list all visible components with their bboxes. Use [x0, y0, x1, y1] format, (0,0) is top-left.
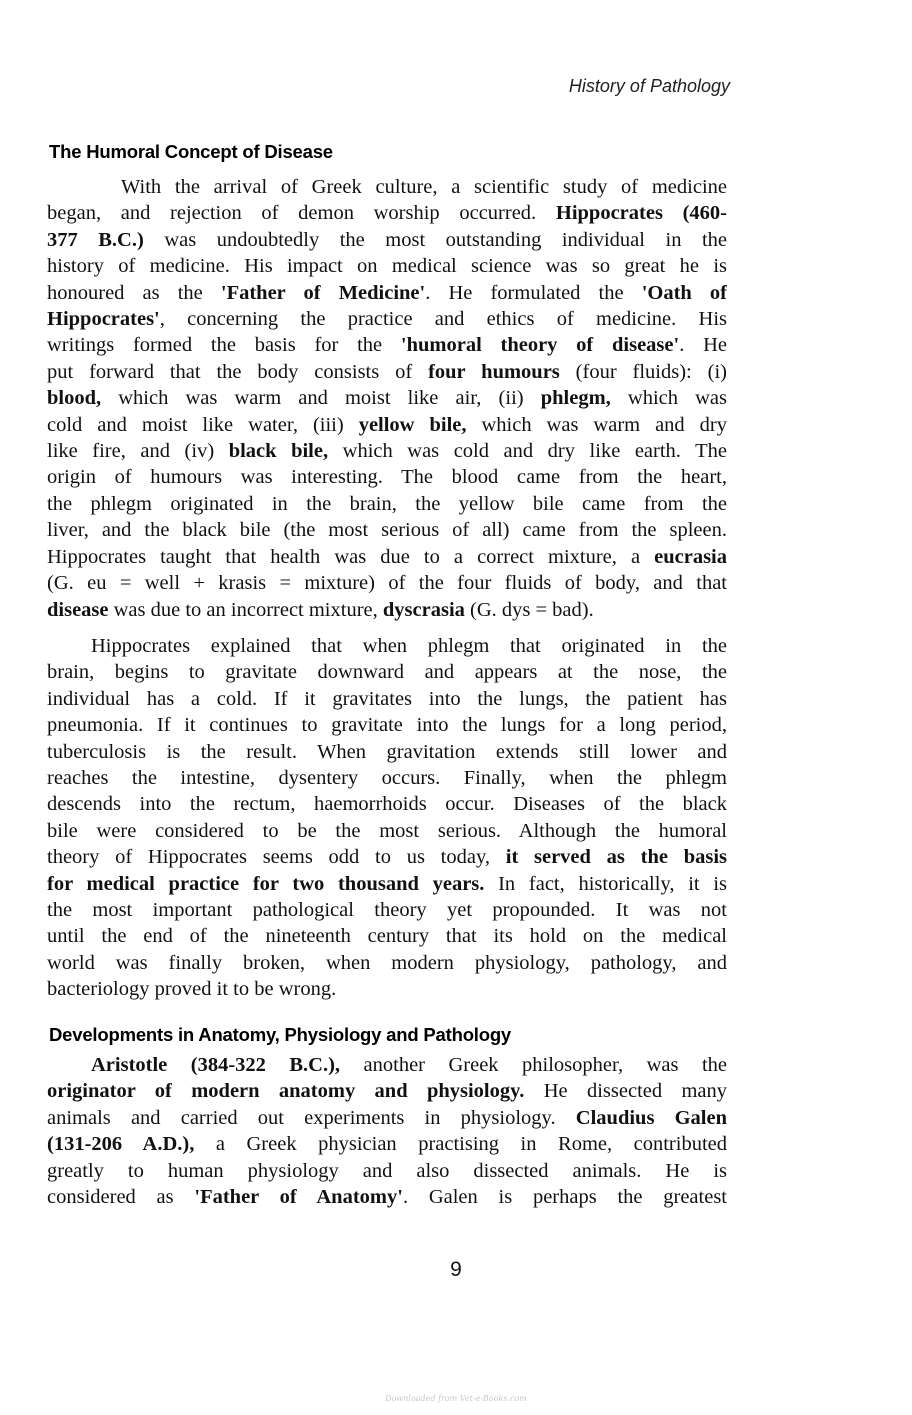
- paragraph-hippocrates-explanation: [47, 633, 727, 1003]
- text-run: which was cold and dry like earth. The: [328, 440, 727, 463]
- text-line: [47, 739, 727, 765]
- text-run: origin of humours was interesting. The blood came from the heart,: [47, 466, 727, 489]
- bold-text: blood,: [47, 387, 102, 410]
- text-line: [47, 1078, 727, 1104]
- text-run: put forward that the body consists of: [47, 360, 429, 383]
- text-run: brain, begins to gravitate downward and appears at the nose, the: [47, 661, 727, 684]
- text-line: [47, 544, 727, 570]
- bold-text: it served as the basis: [505, 846, 727, 869]
- text-run: writings formed the basis for the: [47, 334, 401, 357]
- text-run: animals and carried out experiments in physiology.: [47, 1106, 576, 1129]
- bold-text: four humours: [428, 360, 560, 383]
- bold-text: 377 B.C.): [47, 228, 144, 251]
- text-line: [47, 791, 727, 817]
- paragraph-aristotle-galen: [47, 1052, 727, 1210]
- text-run: was due to an incorrect mixture,: [108, 598, 383, 621]
- text-line: [47, 174, 727, 200]
- bold-text: originator of modern anatomy and physiology.: [47, 1080, 525, 1103]
- text-run: individual has a cold. If it gravitates into the lungs, the patient has: [47, 687, 727, 710]
- section-heading-humoral-concept: The Humoral Concept of Disease: [49, 141, 333, 162]
- text-run: was undoubtedly the most outstanding individual in the: [143, 228, 727, 251]
- text-run: like fire, and (iv): [47, 440, 229, 463]
- text-line: [47, 712, 727, 738]
- text-run: (G. dys = bad).: [464, 598, 594, 621]
- text-line: [47, 200, 727, 226]
- text-run: which was: [610, 387, 727, 410]
- text-run: another Greek philosopher, was the: [340, 1054, 727, 1076]
- text-run: Hippocrates taught that health was due to a correct mixture, a: [47, 545, 655, 568]
- text-run: world was finally broken, when modern physiology, pathology, and: [47, 951, 727, 974]
- bold-text: Aristotle (384-322 B.C.),: [91, 1054, 341, 1076]
- text-run: . He: [679, 334, 727, 357]
- bold-text: Hippocrates (460-: [555, 202, 727, 225]
- text-line: [47, 306, 727, 332]
- bold-text: for medical practice for two thousand years.: [47, 872, 485, 895]
- bold-text: Claudius Galen: [575, 1106, 727, 1129]
- text-line: [47, 765, 727, 791]
- text-line: [47, 1052, 727, 1078]
- text-run: (G. eu = well + krasis = mixture) of the four fluids of body, and that: [47, 572, 727, 595]
- text-line: [47, 280, 727, 306]
- text-run: Hippocrates explained that when phlegm that originated in the: [91, 635, 727, 657]
- text-run: the phlegm originated in the brain, the yellow bile came from the: [47, 492, 727, 515]
- text-run: history of medicine. His impact on medical science was so great he is: [47, 255, 727, 278]
- bold-text: dyscrasia: [382, 598, 465, 621]
- text-line: [47, 438, 727, 464]
- text-run: considered as: [47, 1186, 195, 1209]
- text-run: the most important pathological theory yet propounded. It was not: [47, 899, 727, 922]
- text-run: began, and rejection of demon worship occurred.: [47, 202, 556, 225]
- bold-text: black bile,: [228, 440, 329, 463]
- text-line: [47, 412, 727, 438]
- text-run: pneumonia. If it continues to gravitate into the lungs for a long period,: [47, 714, 727, 737]
- bold-text: 'Father of Medicine': [220, 281, 426, 304]
- text-run: . He formulated the: [425, 281, 642, 304]
- text-line: [47, 253, 727, 279]
- bold-text: 'Oath of: [641, 281, 727, 304]
- text-line: [47, 597, 727, 623]
- page-number: 9: [450, 1258, 462, 1281]
- text-run: until the end of the nineteenth century that its hold on the medical: [47, 925, 727, 948]
- text-run: (four fluids): (i): [559, 360, 727, 383]
- text-line: [47, 1131, 727, 1157]
- text-line: [47, 517, 727, 543]
- text-run: reaches the intestine, dysentery occurs. Finally, when the phlegm: [47, 767, 727, 790]
- bold-text: yellow bile,: [358, 413, 467, 436]
- text-line: [47, 976, 727, 1002]
- text-run: theory of Hippocrates seems odd to us today,: [47, 846, 506, 869]
- download-watermark: Downloaded from Vet-e-Books.com: [385, 1394, 527, 1403]
- bold-text: eucrasia: [654, 545, 727, 568]
- bold-text: disease: [47, 598, 109, 621]
- text-line: [47, 633, 727, 659]
- text-line: [47, 385, 727, 411]
- bold-text: 'Father of Anatomy': [194, 1186, 403, 1209]
- text-run: a Greek physician practising in Rome, contributed: [194, 1133, 727, 1156]
- text-line: [47, 491, 727, 517]
- text-line: [47, 359, 727, 385]
- text-line: [47, 227, 727, 253]
- text-run: greatly to human physiology and also dissected animals. He is: [47, 1159, 727, 1182]
- text-run: liver, and the black bile (the most serious of all) came from the spleen.: [47, 519, 727, 542]
- text-line: [47, 844, 727, 870]
- section-heading-developments: Developments in Anatomy, Physiology and Pathology: [49, 1024, 512, 1045]
- text-run: descends into the rectum, haemorrhoids occur. Diseases of the black: [47, 793, 727, 816]
- bold-text: (131-206 A.D.),: [47, 1133, 195, 1156]
- text-run: , concerning the practice and ethics of medicine. His: [159, 308, 727, 331]
- text-line: [47, 1105, 727, 1131]
- text-line: [47, 332, 727, 358]
- text-line: [47, 818, 727, 844]
- text-line: [47, 871, 727, 897]
- text-run: which was warm and dry: [466, 413, 727, 436]
- text-run: In fact, historically, it is: [484, 872, 727, 895]
- bold-text: phlegm,: [540, 387, 611, 410]
- text-run: tuberculosis is the result. When gravitation extends still lower and: [47, 740, 727, 763]
- text-line: [47, 1158, 727, 1184]
- text-line: [47, 923, 727, 949]
- text-run: which was warm and moist like air, (ii): [101, 387, 541, 410]
- text-run: bacteriology proved it to be wrong.: [47, 978, 337, 1001]
- text-line: [47, 570, 727, 596]
- text-run: He dissected many: [524, 1080, 727, 1103]
- text-run: . Galen is perhaps the greatest: [402, 1186, 727, 1209]
- text-run: cold and moist like water, (iii): [47, 413, 359, 436]
- text-line: [47, 1184, 727, 1210]
- text-line: [47, 950, 727, 976]
- text-run: honoured as the: [47, 281, 221, 304]
- bold-text: Hippocrates': [47, 308, 160, 331]
- text-line: [47, 464, 727, 490]
- text-line: [47, 686, 727, 712]
- text-line: [47, 897, 727, 923]
- text-run: bile were considered to be the most serious. Although the humoral: [47, 819, 727, 842]
- text-line: [47, 659, 727, 685]
- text-run: With the arrival of Greek culture, a scientific study of medicine: [121, 176, 727, 198]
- running-head: History of Pathology: [568, 76, 730, 96]
- bold-text: 'humoral theory of disease': [400, 334, 680, 357]
- paragraph-humoral-theory: [47, 174, 727, 623]
